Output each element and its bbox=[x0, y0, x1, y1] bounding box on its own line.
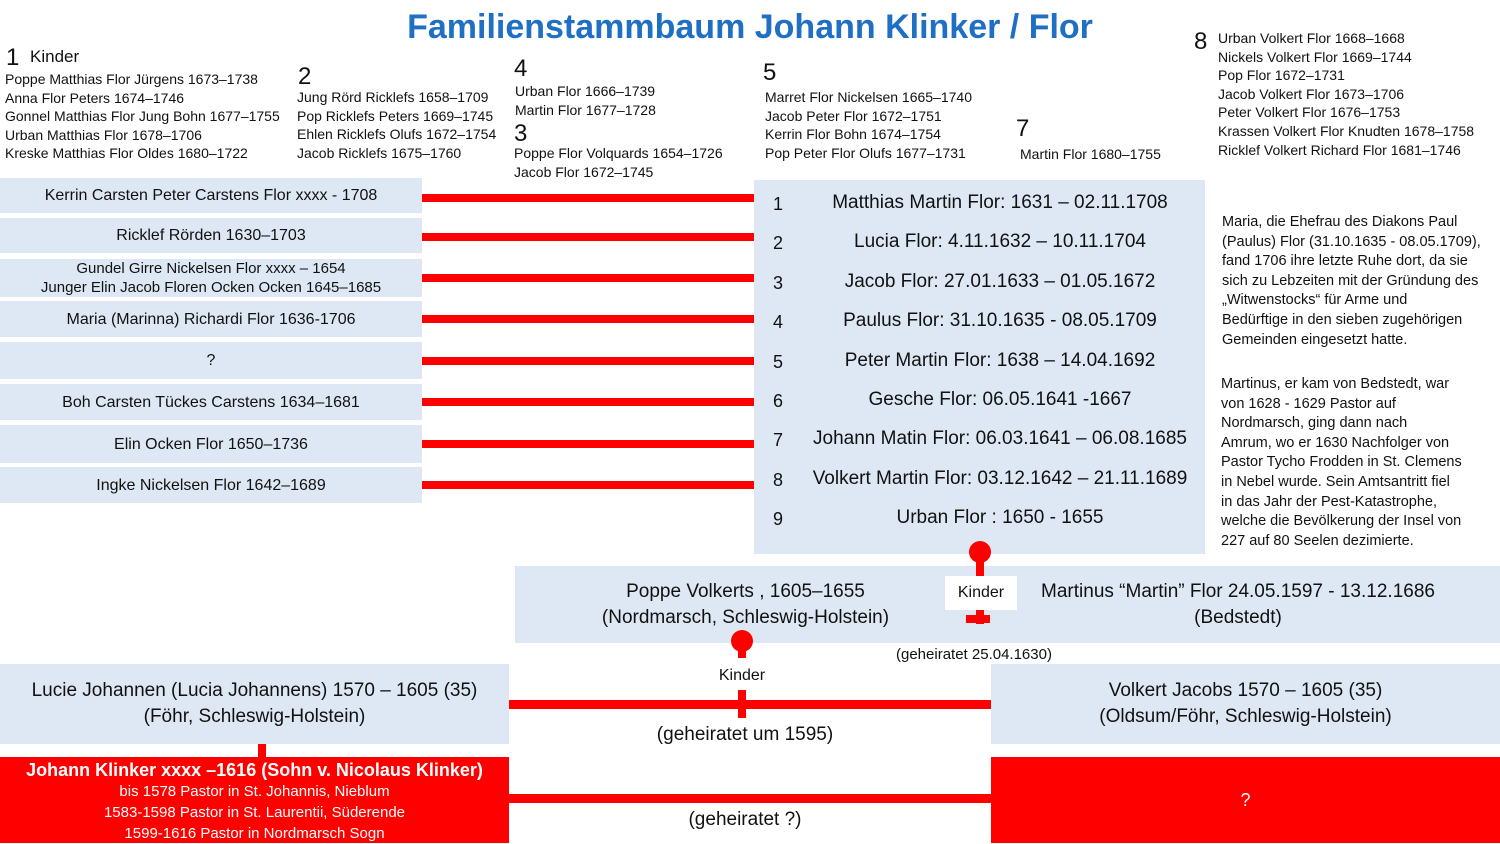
grandchild-name: Peter Volkert Flor 1676–1753 bbox=[1218, 104, 1401, 121]
marriage-line bbox=[422, 274, 754, 282]
grandchild-name: Jacob Flor 1672–1745 bbox=[514, 163, 654, 180]
marriage-line bbox=[422, 233, 754, 241]
married-label-parents: (geheiratet 25.04.1630) bbox=[896, 646, 1052, 663]
marriage-line bbox=[422, 398, 754, 406]
note-maria: Maria, die Ehefrau des Diakons Paul (Paulus) Flor (31.10.1635 - 08.05.1709), fand 1706 ihre letzte Ruhe dort, da sie sich zu Lebzeiten mit der Gründung des „Witwenstocks“ für Arme und Bedürftige in den sieben zugehörigen Gemeinden eingesetzt hatte. bbox=[1222, 214, 1481, 348]
grandchild-name: Poppe Matthias Flor Jürgens 1673–1738 bbox=[5, 71, 258, 87]
group-number-7: 7 bbox=[1016, 115, 1030, 142]
child-name: Gesche Flor: 06.05.1641 -1667 bbox=[868, 389, 1132, 410]
marriage-line bbox=[509, 794, 991, 803]
person-origin: (Bedstedt) bbox=[1194, 606, 1282, 628]
grandchild-name: Urban Volkert Flor 1668–1668 bbox=[1218, 30, 1405, 46]
person-name: Martinus “Martin” Flor 24.05.1597 - 13.12.1686 bbox=[1041, 580, 1435, 602]
grandchild-name: Kreske Matthias Flor Oldes 1680–1722 bbox=[5, 145, 248, 162]
marriage-line bbox=[422, 315, 754, 323]
group-number-4: 4 bbox=[514, 55, 528, 82]
grandchild-name: Martin Flor 1677–1728 bbox=[515, 101, 656, 118]
marriage-line bbox=[509, 700, 991, 709]
child-name: Peter Martin Flor: 1638 – 14.04.1692 bbox=[844, 350, 1156, 371]
child-number: 4 bbox=[773, 312, 784, 332]
spouse-name: Gundel Girre Nickelsen Flor xxxx – 1654 bbox=[76, 260, 346, 277]
spouse-name: Boh Carsten Tückes Carstens 1634–1681 bbox=[62, 393, 360, 411]
group-number-8: 8 bbox=[1194, 28, 1208, 55]
grandchild-name: Pop Flor 1672–1731 bbox=[1218, 67, 1345, 84]
group-number-2: 2 bbox=[298, 63, 312, 90]
spouse-name: Kerrin Carsten Peter Carstens Flor xxxx - 1708 bbox=[44, 187, 378, 204]
grandchild-name: Jacob Ricklefs 1675–1760 bbox=[297, 144, 462, 161]
grandchild-name: Ricklef Volkert Richard Flor 1681–1746 bbox=[1218, 141, 1461, 158]
grandchild-name: Pop Ricklefs Peters 1669–1745 bbox=[297, 107, 494, 124]
child-number: 9 bbox=[773, 509, 784, 529]
person-box-johann bbox=[0, 757, 509, 843]
spouse-box-7 bbox=[0, 425, 422, 463]
descent-line bbox=[258, 744, 266, 757]
spouse-name: Ricklef Rörden 1630–1703 bbox=[116, 227, 306, 244]
child-name: Urban Flor : 1650 - 1655 bbox=[896, 507, 1104, 528]
grandchild-name: Jung Rörd Ricklefs 1658–1709 bbox=[297, 89, 489, 105]
person-origin: (Föhr, Schleswig-Holstein) bbox=[143, 706, 366, 727]
child-number: 6 bbox=[773, 391, 784, 411]
person-box-martinus bbox=[976, 566, 1500, 643]
person-role: bis 1578 Pastor in St. Johannis, Nieblum bbox=[119, 783, 390, 800]
grandchild-name: Krassen Volkert Flor Knudten 1678–1758 bbox=[1218, 122, 1475, 139]
group-number-1: 1 bbox=[6, 44, 20, 71]
kinder-label-grandparents: Kinder bbox=[718, 667, 766, 684]
marriage-line bbox=[422, 481, 754, 489]
child-number: 8 bbox=[773, 470, 784, 490]
person-role: 1599-1616 Pastor in Nordmarsch Sogn bbox=[124, 825, 385, 842]
group-list-2 bbox=[297, 88, 496, 162]
child-number: 1 bbox=[773, 194, 784, 214]
child-name: Jacob Flor: 27.01.1633 – 01.05.1672 bbox=[844, 271, 1156, 292]
kinder-label: Kinder bbox=[30, 47, 80, 66]
grandchild-name: Ehlen Ricklefs Olufs 1672–1754 bbox=[297, 126, 497, 143]
grandchild-name: Anna Flor Peters 1674–1746 bbox=[5, 89, 185, 106]
child-number: 3 bbox=[773, 273, 784, 293]
person-name: Lucie Johannen (Lucia Johannens) 1570 – 1605 (35) bbox=[31, 680, 478, 701]
child-name: Johann Matin Flor: 06.03.1641 – 06.08.1685 bbox=[813, 428, 1187, 449]
group-list-8 bbox=[1218, 29, 1474, 159]
married-label-root: (geheiratet ?) bbox=[688, 809, 802, 830]
person-name: Poppe Volkerts , 1605–1655 bbox=[626, 580, 865, 602]
grandchild-name: Pop Peter Flor Olufs 1677–1731 bbox=[765, 144, 966, 161]
spouse-name: Junger Elin Jacob Floren Ocken Ocken 1645–1685 bbox=[40, 279, 382, 296]
descent-line bbox=[738, 644, 746, 658]
child-number: 7 bbox=[773, 430, 784, 450]
grandchild-name: Gonnel Matthias Flor Jung Bohn 1677–1755 bbox=[5, 108, 280, 125]
child-name: Volkert Martin Flor: 03.12.1642 – 21.11.1689 bbox=[812, 468, 1188, 489]
person-box-lucie bbox=[0, 664, 509, 744]
group-list-7 bbox=[1020, 145, 1161, 164]
person-box-unknown bbox=[991, 757, 1500, 843]
marriage-line bbox=[422, 357, 754, 365]
group-number-5: 5 bbox=[763, 59, 777, 86]
page-title: Familienstammbaum Johann Klinker / Flor bbox=[407, 8, 1093, 46]
person-name: Volkert Jacobs 1570 – 1605 (35) bbox=[1108, 680, 1383, 701]
grandchild-name: Kerrin Flor Bohn 1674–1754 bbox=[765, 126, 941, 143]
child-name: Paulus Flor: 31.10.1635 - 08.05.1709 bbox=[843, 310, 1157, 331]
married-label-grandparents: (geheiratet um 1595) bbox=[656, 724, 834, 745]
spouse-name: Ingke Nickelsen Flor 1642–1689 bbox=[96, 476, 326, 494]
child-number: 5 bbox=[773, 352, 784, 372]
marriage-line bbox=[966, 615, 990, 623]
spouse-box-6 bbox=[0, 384, 422, 420]
grandchild-name: Poppe Flor Volquards 1654–1726 bbox=[514, 145, 723, 161]
marriage-line bbox=[422, 440, 754, 448]
descent-line bbox=[738, 690, 746, 718]
spouse-box-4 bbox=[0, 301, 422, 337]
group-list-5 bbox=[765, 88, 972, 162]
spouse-box-2 bbox=[0, 218, 422, 253]
group-list-4 bbox=[515, 82, 656, 119]
person-box-volkert bbox=[991, 664, 1500, 744]
grandchild-name: Nickels Volkert Flor 1669–1744 bbox=[1218, 48, 1412, 65]
child-name: Lucia Flor: 4.11.1632 – 10.11.1704 bbox=[854, 231, 1146, 252]
spouse-box-8 bbox=[0, 467, 422, 503]
grandchild-name: Marret Flor Nickelsen 1665–1740 bbox=[765, 89, 972, 105]
grandchild-name: Jacob Volkert Flor 1673–1706 bbox=[1218, 85, 1405, 102]
person-origin: (Nordmarsch, Schleswig-Holstein) bbox=[601, 606, 890, 628]
group-number-3: 3 bbox=[514, 120, 528, 147]
spouse-box-3 bbox=[0, 259, 422, 297]
spouse-box-1 bbox=[0, 178, 422, 213]
person-name: ? bbox=[1240, 789, 1251, 810]
spouse-name: ? bbox=[206, 352, 216, 369]
grandchild-name: Martin Flor 1680–1755 bbox=[1020, 146, 1161, 162]
grandchild-name: Jacob Peter Flor 1672–1751 bbox=[765, 107, 942, 124]
spouse-box-5 bbox=[0, 342, 422, 379]
grandchild-name: Urban Matthias Flor 1678–1706 bbox=[5, 126, 202, 143]
person-origin: (Oldsum/Föhr, Schleswig-Holstein) bbox=[1099, 706, 1392, 727]
marriage-line bbox=[422, 194, 754, 202]
person-name: Johann Klinker xxxx –1616 (Sohn v. Nicolaus Klinker) bbox=[26, 760, 483, 780]
note-martinus: Martinus, er kam von Bedstedt, war von 1628 - 1629 Pastor auf Nordmarsch, ging dann nach Amrum, wo er 1630 Nachfolger von Pastor Tycho Frodden in St. Clemens in Nebel wurde. Sein Amtsantritt fiel in das Jahr der Pest-Katastrophe, welche die Bevölkerung der Insel von 227 auf 80 Seelen dezimierte. bbox=[1221, 376, 1462, 549]
group-list-1 bbox=[5, 70, 280, 163]
spouse-name: Maria (Marinna) Richardi Flor 1636-1706 bbox=[66, 310, 356, 328]
kinder-label-parents: Kinder bbox=[945, 576, 1017, 610]
group-list-3 bbox=[514, 144, 723, 181]
child-name: Matthias Martin Flor: 1631 – 02.11.1708 bbox=[832, 192, 1168, 213]
child-number: 2 bbox=[773, 233, 784, 253]
spouse-name: Elin Ocken Flor 1650–1736 bbox=[114, 435, 308, 453]
descent-line bbox=[976, 555, 984, 577]
grandchild-name: Urban Flor 1666–1739 bbox=[515, 83, 656, 99]
person-role: 1583-1598 Pastor in St. Laurentii, Süderende bbox=[103, 804, 406, 821]
